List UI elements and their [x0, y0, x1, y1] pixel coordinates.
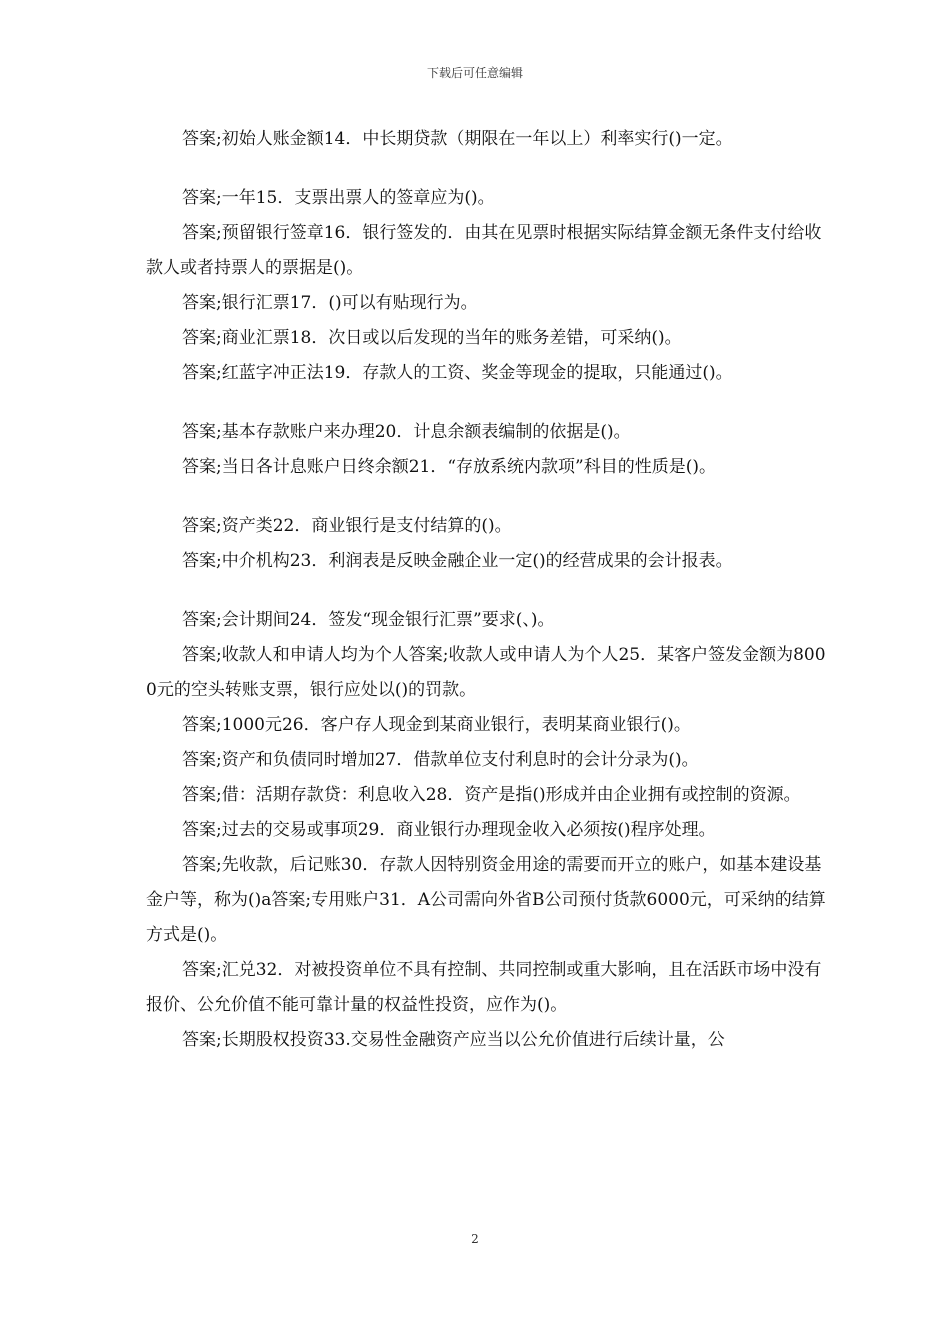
- paragraph-16: 答案;过去的交易或事项29．商业银行办理现金收入必须按()程序处理。: [182, 820, 716, 840]
- paragraph-6: 答案;红蓝字冲正法19．存款人的工资、奖金等现金的提取，只能通过()。: [182, 363, 733, 383]
- paragraph-17: 答案;先收款，后记账30．存款人因特别资金用途的需要而开立的账户，如基本建设基金户等，称为()a答案;专用账户31．A公司需向外省B公司预付货款6000元，可采纳的结算方式是()。: [146, 855, 826, 945]
- paragraph-14: 答案;资产和负债同时增加27．借款单位支付利息时的会计分录为()。: [182, 750, 699, 770]
- paragraph-7: 答案;基本存款账户来办理20．计息余额表编制的依据是()。: [182, 422, 631, 442]
- paragraph-4: 答案;银行汇票17．()可以有贴现行为。: [182, 293, 478, 313]
- paragraph-15: 答案;借：活期存款贷：利息收入28．资产是指()形成并由企业拥有或控制的资源。: [182, 785, 801, 805]
- paragraph-19: 答案;长期股权投资33.交易性金融资产应当以公允价值进行后续计量，公: [182, 1030, 725, 1050]
- paragraph-3: 答案;预留银行签章16．银行签发的．由其在见票时根据实际结算金额无条件支付给收款人或者持票人的票据是()。: [146, 223, 822, 278]
- paragraph-5: 答案;商业汇票18．次日或以后发现的当年的账务差错，可采纳()。: [182, 328, 682, 348]
- paragraph-9: 答案;资产类22．商业银行是支付结算的()。: [182, 516, 512, 536]
- document-body: [146, 122, 826, 1058]
- paragraph-11: 答案;会计期间24．签发“现金银行汇票”要求(、)。: [182, 610, 555, 630]
- paragraph-12: 答案;收款人和申请人均为个人答案;收款人或申请人为个人25．某客户签发金额为8000元的空头转账支票，银行应处以()的罚款。: [146, 645, 826, 700]
- paragraph-18: 答案;汇兑32．对被投资单位不具有控制、共同控制或重大影响，且在活跃市场中没有报价、公允价值不能可靠计量的权益性投资，应作为()。: [146, 960, 822, 1015]
- paragraph-2: 答案;一年15．支票出票人的签章应为()。: [182, 188, 495, 208]
- paragraph-8: 答案;当日各计息账户日终余额21．“存放系统内款项”科目的性质是()。: [182, 457, 717, 477]
- paragraph-10: 答案;中介机构23．利润表是反映金融企业一定()的经营成果的会计报表。: [182, 551, 733, 571]
- paragraph-1: 答案;初始人账金额14．中长期贷款（期限在一年以上）利率实行()一定。: [182, 129, 733, 149]
- page-number: 2: [471, 1232, 479, 1246]
- page-header: 下载后可任意编辑: [426, 66, 523, 80]
- paragraph-13: 答案;1000元26．客户存人现金到某商业银行，表明某商业银行()。: [182, 715, 691, 735]
